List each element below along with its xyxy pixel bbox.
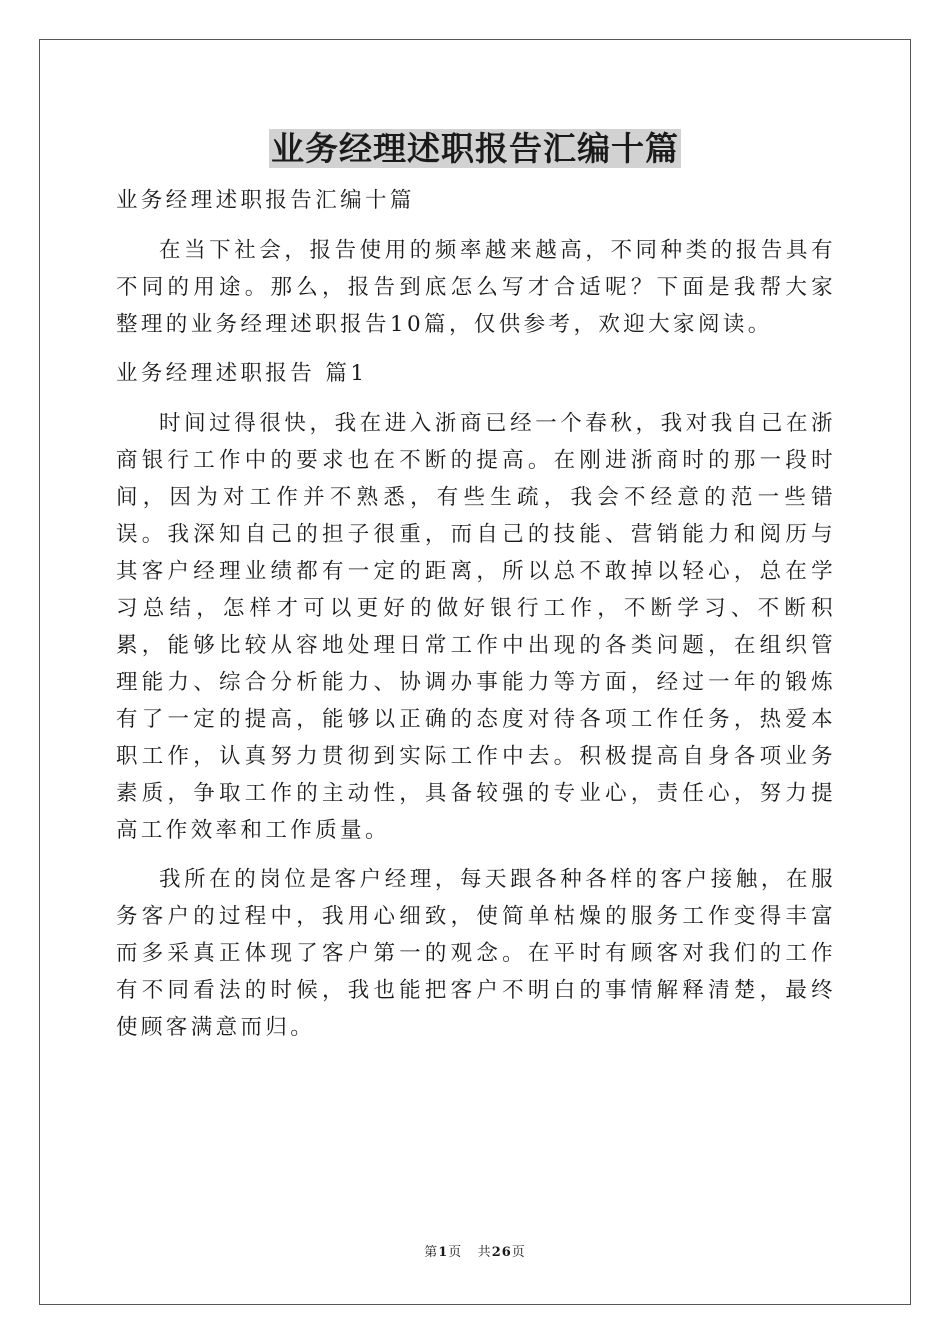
- page-footer: [0, 1244, 950, 1262]
- body-paragraph: 我所在的岗位是客户经理，每天跟各种各样的客户接触，在服务客户的过程中，我用心细致，使简单枯燥的服务工作变得丰富而多采真正体现了客户第一的观念。在平时有顾客对我们的工作有不同看法的时候，我也能把客户不明白的事情解释清楚，最终使顾客满意而归。: [116, 867, 836, 1041]
- document-title: [0, 126, 950, 172]
- total-pages: 26: [491, 1245, 512, 1260]
- page-suffix: 页: [448, 1245, 463, 1260]
- total-suffix: 页: [511, 1245, 526, 1260]
- section-heading: 业务经理述职报告 篇1: [116, 361, 368, 387]
- total-prefix: 共: [477, 1245, 492, 1260]
- subtitle-paragraph: 业务经理述职报告汇编十篇: [116, 188, 415, 213]
- intro-paragraph: 在当下社会，报告使用的频率越来越高，不同种类的报告具有不同的用途。那么，报告到底怎么写才合适呢？下面是我帮大家整理的业务经理述职报告10篇，仅供参考，欢迎大家阅读。: [116, 237, 836, 337]
- page-prefix: 第: [424, 1245, 439, 1260]
- page-number: 1: [438, 1245, 449, 1260]
- document-body: [116, 182, 836, 1059]
- body-paragraph: 时间过得很快，我在进入浙商已经一个春秋，我对我自己在浙商银行工作中的要求也在不断的提高。在刚进浙商时的那一段时间，因为对工作并不熟悉，有些生疏，我会不经意的范一些错误。我深知自己的担子很重，而自己的技能、营销能力和阅历与其客户经理业绩都有一定的距离，所以总不敢掉以轻心，总在学习总结，怎样才可以更好的做好银行工作，不断学习、不断积累，能够比较从容地处理日常工作中出现的各类问题，在组织管理能力、综合分析能力、协调办事能力等方面，经过一年的锻炼有了一定的提高，能够以正确的态度对待各项工作任务，热爱本职工作，认真努力贯彻到实际工作中去。积极提高自身各项业务素质，争取工作的主动性，具备较强的专业心，责任心，努力提高工作效率和工作质量。: [116, 410, 836, 843]
- document-title-text: 业务经理述职报告汇编十篇: [271, 129, 679, 168]
